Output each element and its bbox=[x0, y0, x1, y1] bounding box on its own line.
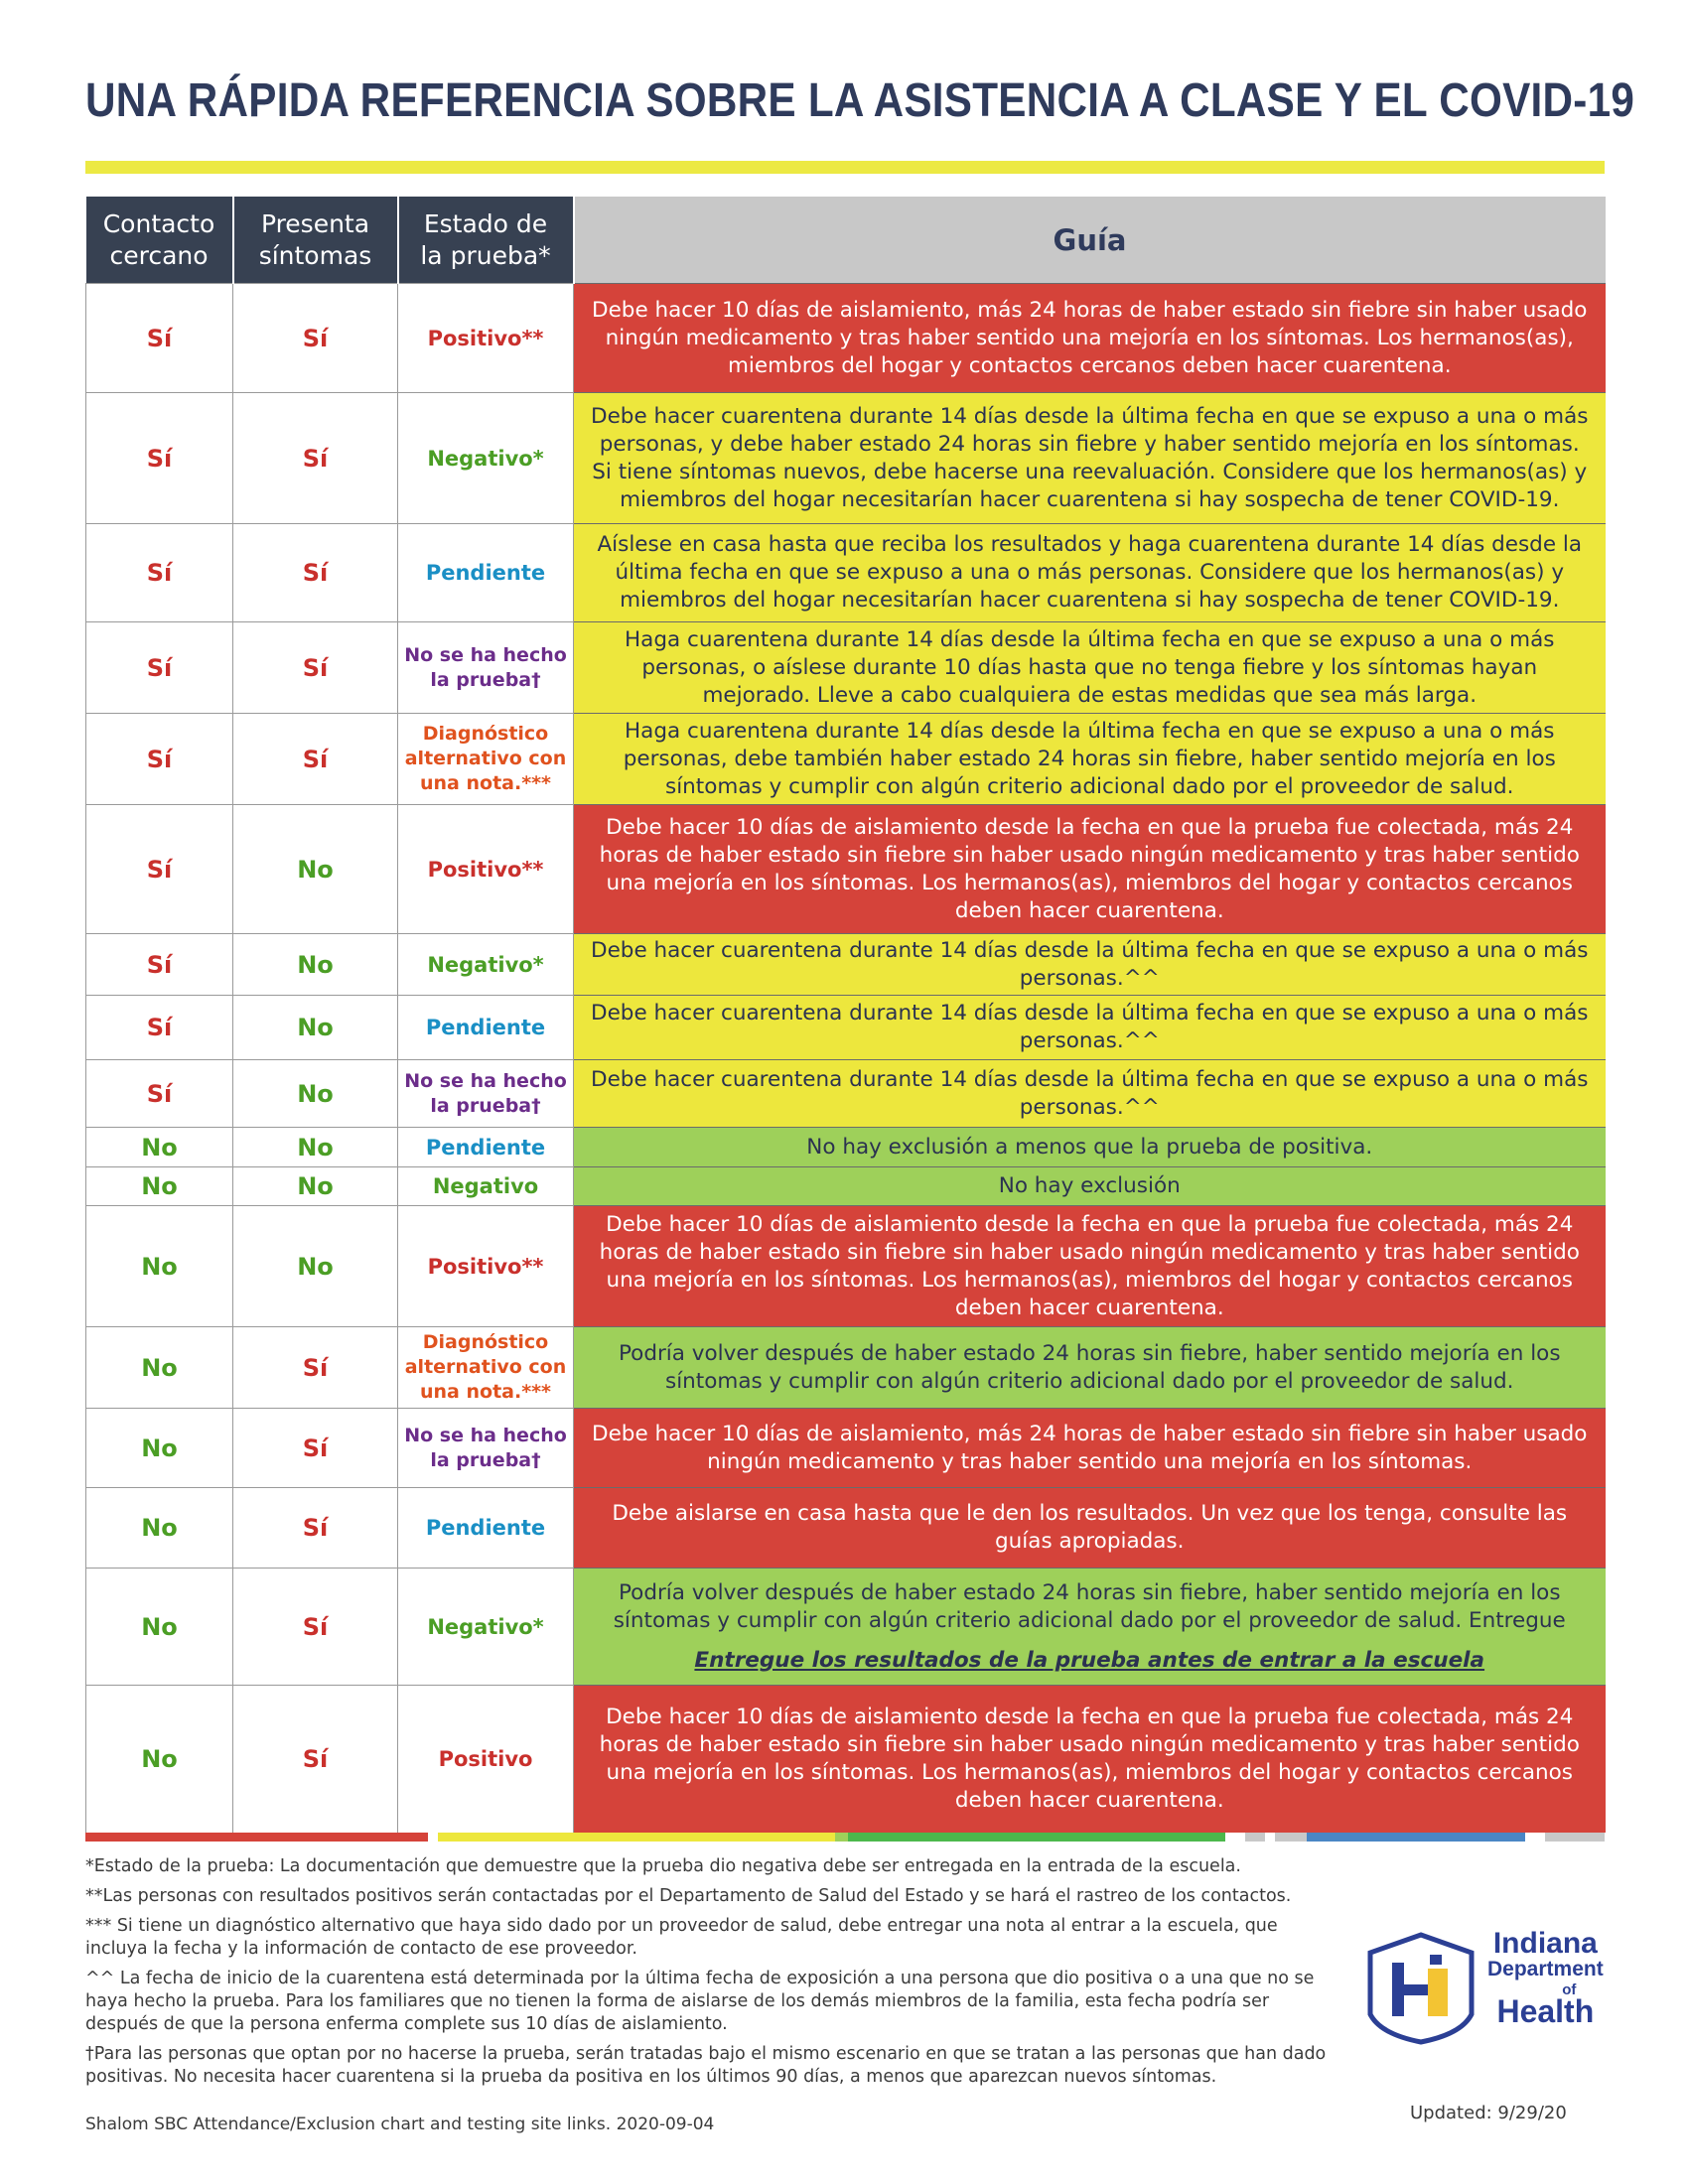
cell-sintomas: Sí bbox=[233, 1327, 398, 1409]
header-guia: Guía bbox=[574, 197, 1606, 284]
guia-text: Debe hacer cuarentena durante 14 días desde la última fecha en que se expuso a una o más personas.^^ bbox=[591, 1066, 1589, 1120]
bottom-color-rule bbox=[85, 1833, 1605, 1842]
logo-text: Indiana Department of Health bbox=[1487, 1927, 1604, 2029]
cell-estado bbox=[398, 996, 574, 1060]
estado-line-1: Negativo bbox=[432, 1174, 539, 1198]
table-row bbox=[86, 1060, 1606, 1128]
table-row bbox=[86, 1409, 1606, 1488]
cell-sintomas: No bbox=[233, 1167, 398, 1206]
table-row bbox=[86, 1206, 1606, 1327]
guia-text: Debe hacer cuarentena durante 14 días desde la última fecha en que se expuso a una o más personas.^^ bbox=[591, 1001, 1589, 1053]
cell-contacto: No bbox=[86, 1488, 233, 1569]
cell-guia bbox=[574, 1327, 1606, 1409]
page-title: UNA RÁPIDA REFERENCIA SOBRE LA ASISTENCIA A CLASE Y EL COVID-19 bbox=[85, 74, 1635, 127]
cell-estado bbox=[398, 805, 574, 934]
cell-sintomas: Sí bbox=[233, 284, 398, 393]
table-row bbox=[86, 1167, 1606, 1206]
footnote-positivos: **Las personas con resultados positivos serán contactadas por el Departamento de Salud del Estado y se hará el rastreo de los contactos. bbox=[85, 1886, 1292, 1906]
guia-text: Debe hacer 10 días de aislamiento desde la fecha en que la prueba fue colectada, más 24 horas de haber estado sin fiebre sin haber usado ningún medicamento y tras haber sentido una mejoría en los síntomas. Los hermanos(as), miembros del hogar y contactos cercanos deben hacer cuarentena. bbox=[599, 814, 1580, 923]
cell-contacto: No bbox=[86, 1128, 233, 1167]
cell-guia bbox=[574, 622, 1606, 714]
estado-line-1: Positivo bbox=[438, 1746, 533, 1771]
cell-sintomas: Sí bbox=[233, 1686, 398, 1833]
estado-line-1: Positivo** bbox=[427, 326, 544, 350]
cell-guia bbox=[574, 284, 1606, 393]
footnote-estado: *Estado de la prueba: La documentación que demuestre que la prueba dio negativa debe ser entregada en la entrada de la escuela. bbox=[85, 1856, 1241, 1876]
cell-guia bbox=[574, 934, 1606, 996]
cell-estado bbox=[398, 1128, 574, 1167]
estado-line-2: la prueba† bbox=[430, 668, 541, 691]
cell-contacto: Sí bbox=[86, 622, 233, 714]
estado-line-1: No se ha hecho bbox=[404, 1424, 567, 1446]
cell-contacto: No bbox=[86, 1327, 233, 1409]
guia-text: Debe hacer cuarentena durante 14 días desde la última fecha en que se expuso a una o más personas, y debe haber estado 24 horas sin fiebre y haber sentido mejoría en los síntomas. Si tiene síntomas nuevos, debe hacerse una reevaluación. Considere que los hermanos(as) y miembros del hogar necesitarían hacer cuarentena si hay sospecha de tener COVID-19. bbox=[591, 403, 1589, 512]
guia-text: Debe aislarse en casa hasta que le den los resultados. Un vez que los tenga, consulte las guías apropiadas. bbox=[612, 1501, 1568, 1554]
cell-contacto: Sí bbox=[86, 714, 233, 805]
cell-guia bbox=[574, 393, 1606, 524]
estado-line-2: la prueba† bbox=[430, 1448, 541, 1471]
guia-text: Debe hacer cuarentena durante 14 días desde la última fecha en que se expuso a una o más personas.^^ bbox=[591, 937, 1589, 991]
estado-line-1: Negativo* bbox=[427, 952, 544, 977]
estado-line-2: una nota.*** bbox=[420, 772, 551, 794]
updated-date: Updated: 9/29/20 bbox=[1410, 2103, 1567, 2123]
cell-contacto: Sí bbox=[86, 805, 233, 934]
table-row bbox=[86, 393, 1606, 524]
cell-guia bbox=[574, 1409, 1606, 1488]
cell-sintomas: Sí bbox=[233, 1409, 398, 1488]
cell-estado bbox=[398, 1206, 574, 1327]
title-underline bbox=[85, 161, 1605, 174]
estado-line-1: Diagnóstico alternativo con bbox=[404, 1331, 567, 1378]
guia-text: Haga cuarentena durante 14 días desde la última fecha en que se expuso a una o más personas, o aíslese durante 10 días hasta que no tenga fiebre y los síntomas hayan mejorado. Lleve a cabo cualquiera de estas medidas que sea más larga. bbox=[625, 626, 1555, 708]
source-note: Shalom SBC Attendance/Exclusion chart and testing site links. 2020-09-04 bbox=[85, 2115, 715, 2134]
table-row bbox=[86, 805, 1606, 934]
header-estado-prueba: Estado de la prueba* bbox=[398, 197, 574, 284]
estado-line-1: Negativo* bbox=[427, 1614, 544, 1639]
estado-line-1: Diagnóstico alternativo con bbox=[404, 723, 567, 769]
guia-nota: Entregue los resultados de la prueba antes de entrar a la escuela bbox=[694, 1647, 1485, 1673]
table-row bbox=[86, 714, 1606, 805]
cell-sintomas: No bbox=[233, 805, 398, 934]
cell-guia bbox=[574, 805, 1606, 934]
cell-contacto: No bbox=[86, 1686, 233, 1833]
footnotes bbox=[85, 1855, 1329, 2096]
table-row bbox=[86, 1686, 1606, 1833]
estado-line-1: Pendiente bbox=[425, 1135, 546, 1160]
footnote-no-prueba: †Para las personas que optan por no hacerse la prueba, serán tratadas bajo el mismo escenario en que se tratan a las personas que han dado positivas. No necesita hacer cuarentena si la prueba da positiva en los últimos 90 días, a menos que aparezcan nuevos síntomas. bbox=[85, 2044, 1327, 2087]
cell-sintomas: No bbox=[233, 996, 398, 1060]
estado-line-1: Positivo** bbox=[427, 857, 544, 882]
cell-contacto: No bbox=[86, 1167, 233, 1206]
guia-text: Debe hacer 10 días de aislamiento, más 24 horas de haber estado sin fiebre sin haber usado ningún medicamento y tras haber sentido una mejoría en los síntomas. Los hermanos(as), miembros del hogar y contactos cercanos deben hacer cuarentena. bbox=[592, 297, 1588, 378]
guia-text: No hay exclusión bbox=[998, 1173, 1181, 1198]
cell-guia bbox=[574, 1569, 1606, 1686]
estado-line-1: No se ha hecho bbox=[404, 1069, 567, 1092]
table-row bbox=[86, 622, 1606, 714]
cell-sintomas: No bbox=[233, 1206, 398, 1327]
guia-text: Podría volver después de haber estado 24 horas sin fiebre, haber sentido mejoría en los síntomas y cumplir con algún criterio adicional dado por el proveedor de salud. bbox=[618, 1340, 1561, 1394]
cell-guia bbox=[574, 1206, 1606, 1327]
guia-text: Podría volver después de haber estado 24 horas sin fiebre, haber sentido mejoría en los síntomas y cumplir con algún criterio adicional dado por el proveedor de salud. Entregue bbox=[613, 1579, 1566, 1633]
cell-guia bbox=[574, 1060, 1606, 1128]
footnote-cuarentena: ^^ La fecha de inicio de la cuarentena está determinada por la última fecha de exposición a una persona que dio positiva o a una que no se haya hecho la prueba. Para los familiares que no tienen la forma de aislarse de los demás miembros de la familia, esta fecha podría ser después de que la persona enferma complete sus 10 días de aislamiento. bbox=[85, 1969, 1315, 2034]
table-row bbox=[86, 524, 1606, 622]
cell-sintomas: No bbox=[233, 1060, 398, 1128]
cell-estado bbox=[398, 1488, 574, 1569]
cell-estado bbox=[398, 714, 574, 805]
cell-contacto: Sí bbox=[86, 284, 233, 393]
cell-guia bbox=[574, 1488, 1606, 1569]
cell-estado bbox=[398, 1167, 574, 1206]
cell-guia bbox=[574, 1167, 1606, 1206]
cell-estado bbox=[398, 1060, 574, 1128]
cell-contacto: No bbox=[86, 1569, 233, 1686]
cell-estado bbox=[398, 1327, 574, 1409]
guia-text: Debe hacer 10 días de aislamiento, más 24 horas de haber estado sin fiebre sin haber usado ningún medicamento y tras haber sentido una mejoría en los síntomas. bbox=[592, 1421, 1588, 1474]
table-row bbox=[86, 1488, 1606, 1569]
table-row bbox=[86, 996, 1606, 1060]
estado-line-1: Pendiente bbox=[425, 1016, 546, 1039]
cell-estado bbox=[398, 1686, 574, 1833]
cell-sintomas: No bbox=[233, 934, 398, 996]
estado-line-2: la prueba† bbox=[430, 1094, 541, 1117]
cell-sintomas: No bbox=[233, 1128, 398, 1167]
table-row bbox=[86, 934, 1606, 996]
cell-contacto: No bbox=[86, 1206, 233, 1327]
estado-line-1: Negativo* bbox=[427, 446, 544, 471]
cell-guia bbox=[574, 996, 1606, 1060]
cell-estado bbox=[398, 1569, 574, 1686]
cell-sintomas: Sí bbox=[233, 524, 398, 622]
cell-estado bbox=[398, 524, 574, 622]
cell-sintomas: Sí bbox=[233, 714, 398, 805]
guia-text: Haga cuarentena durante 14 días desde la última fecha en que se expuso a una o más personas, debe también haber estado 24 horas sin fiebre, haber sentido mejoría en los síntomas y cumplir con algún criterio adicional dado por el proveedor de salud. bbox=[623, 718, 1556, 799]
cell-guia bbox=[574, 1686, 1606, 1833]
cell-estado bbox=[398, 284, 574, 393]
estado-line-2: una nota.*** bbox=[420, 1381, 551, 1403]
cell-contacto: No bbox=[86, 1409, 233, 1488]
table-row bbox=[86, 1569, 1606, 1686]
cell-guia bbox=[574, 714, 1606, 805]
guia-text: Debe hacer 10 días de aislamiento desde la fecha en que la prueba fue colectada, más 24 horas de haber estado sin fiebre sin haber usado ningún medicamento y tras haber sentido una mejoría en los síntomas. Los hermanos(as), miembros del hogar y contactos cercanos deben hacer cuarentena. bbox=[599, 1704, 1580, 1813]
cell-estado bbox=[398, 622, 574, 714]
guia-text: Aíslese en casa hasta que reciba los resultados y haga cuarentena durante 14 días desde la última fecha en que se expuso a una o más personas. Considere que los hermanos(as) y miembros del hogar necesitarían hacer cuarentena si hay sospecha de tener COVID-19. bbox=[597, 532, 1583, 613]
cell-contacto: Sí bbox=[86, 524, 233, 622]
table-header-row bbox=[86, 197, 1606, 284]
cell-estado bbox=[398, 1409, 574, 1488]
reference-table bbox=[85, 197, 1606, 1833]
table-row bbox=[86, 284, 1606, 393]
cell-contacto: Sí bbox=[86, 996, 233, 1060]
table-row bbox=[86, 1327, 1606, 1409]
cell-guia bbox=[574, 524, 1606, 622]
cell-sintomas: Sí bbox=[233, 622, 398, 714]
guia-text: No hay exclusión a menos que la prueba de positiva. bbox=[806, 1134, 1373, 1160]
cell-contacto: Sí bbox=[86, 393, 233, 524]
estado-line-1: Pendiente bbox=[425, 561, 546, 585]
cell-sintomas: Sí bbox=[233, 1488, 398, 1569]
cell-guia bbox=[574, 1128, 1606, 1167]
table-row bbox=[86, 1128, 1606, 1167]
cell-estado bbox=[398, 934, 574, 996]
indiana-health-logo bbox=[1362, 1929, 1620, 2048]
guia-text: Debe hacer 10 días de aislamiento desde la fecha en que la prueba fue colectada, más 24 horas de haber estado sin fiebre sin haber usado ningún medicamento y tras haber sentido una mejoría en los síntomas. Los hermanos(as), miembros del hogar y contactos cercanos deben hacer cuarentena. bbox=[599, 1211, 1580, 1320]
indiana-state-h-icon bbox=[1362, 1929, 1479, 2046]
estado-line-1: Positivo** bbox=[427, 1254, 544, 1279]
header-presenta-sintomas: Presenta síntomas bbox=[233, 197, 398, 284]
footnote-diagnostico: *** Si tiene un diagnóstico alternativo que haya sido dado por un proveedor de salud, debe entregar una nota al entrar a la escuela, que incluya la fecha y la información de contacto de ese proveedor. bbox=[85, 1916, 1278, 1959]
header-contacto-cercano: Contacto cercano bbox=[86, 197, 233, 284]
cell-sintomas: Sí bbox=[233, 1569, 398, 1686]
estado-line-1: No se ha hecho bbox=[404, 643, 567, 666]
estado-line-1: Pendiente bbox=[425, 1516, 546, 1540]
cell-contacto: Sí bbox=[86, 934, 233, 996]
cell-contacto: Sí bbox=[86, 1060, 233, 1128]
cell-sintomas: Sí bbox=[233, 393, 398, 524]
cell-estado bbox=[398, 393, 574, 524]
